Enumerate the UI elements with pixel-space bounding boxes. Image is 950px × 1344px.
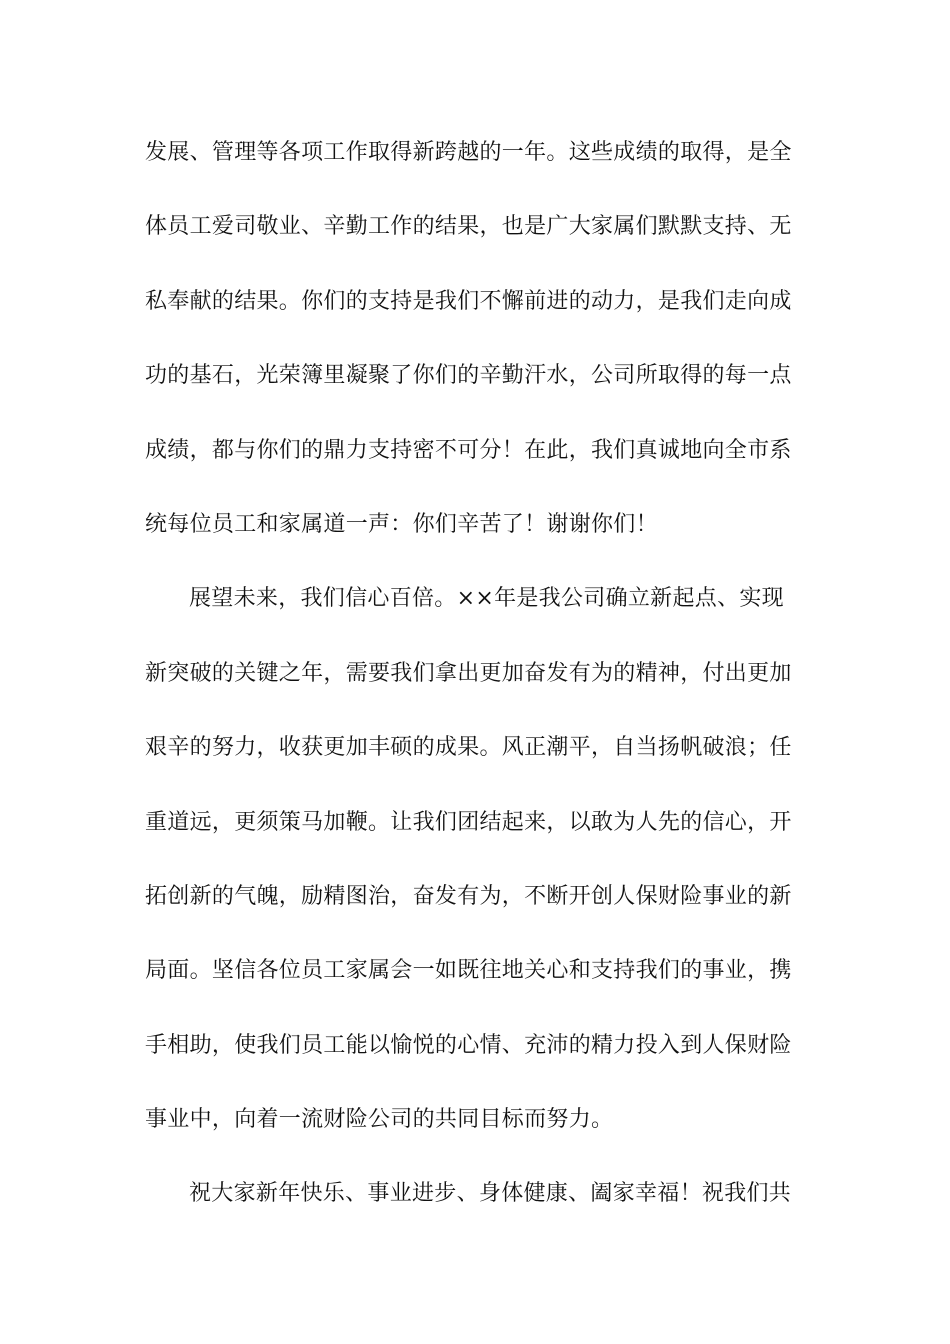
- text-line: 艰辛的努力，收获更加丰硕的成果。风正潮平，自当扬帆破浪；任: [145, 735, 792, 761]
- paragraph-start-line: 展望未来，我们信心百倍。××年是我公司确立新起点、实现: [189, 586, 784, 612]
- text-line: 私奉献的结果。你们的支持是我们不懈前进的动力，是我们走向成: [145, 288, 792, 314]
- text-line: 统每位员工和家属道一声：你们辛苦了！谢谢你们！: [145, 511, 658, 537]
- text-line: 重道远，更须策马加鞭。让我们团结起来，以敢为人先的信心，开: [145, 809, 792, 835]
- text-line: 事业中，向着一流财险公司的共同目标而努力。: [145, 1107, 614, 1133]
- paragraph-start-line: 祝大家新年快乐、事业进步、身体健康、阖家幸福！祝我们共: [189, 1181, 792, 1207]
- text-line: 拓创新的气魄，励精图治，奋发有为，不断开创人保财险事业的新: [145, 883, 792, 909]
- text-line: 发展、管理等各项工作取得新跨越的一年。这些成绩的取得，是全: [145, 140, 792, 165]
- text-line: 手相助，使我们员工能以愉悦的心情、充沛的精力投入到人保财险: [145, 1032, 792, 1058]
- text-line: 新突破的关键之年，需要我们拿出更加奋发有为的精神，付出更加: [145, 660, 792, 686]
- body-text: [145, 130, 810, 1246]
- text-line: 局面。坚信各位员工家属会一如既往地关心和支持我们的事业，携: [145, 958, 792, 984]
- text-line: 体员工爱司敬业、辛勤工作的结果，也是广大家属们默默支持、无: [145, 214, 792, 240]
- text-line: 成绩，都与你们的鼎力支持密不可分！在此，我们真诚地向全市系: [145, 437, 792, 463]
- text-line: 功的基石，光荣簿里凝聚了你们的辛勤汗水，公司所取得的每一点: [145, 363, 792, 389]
